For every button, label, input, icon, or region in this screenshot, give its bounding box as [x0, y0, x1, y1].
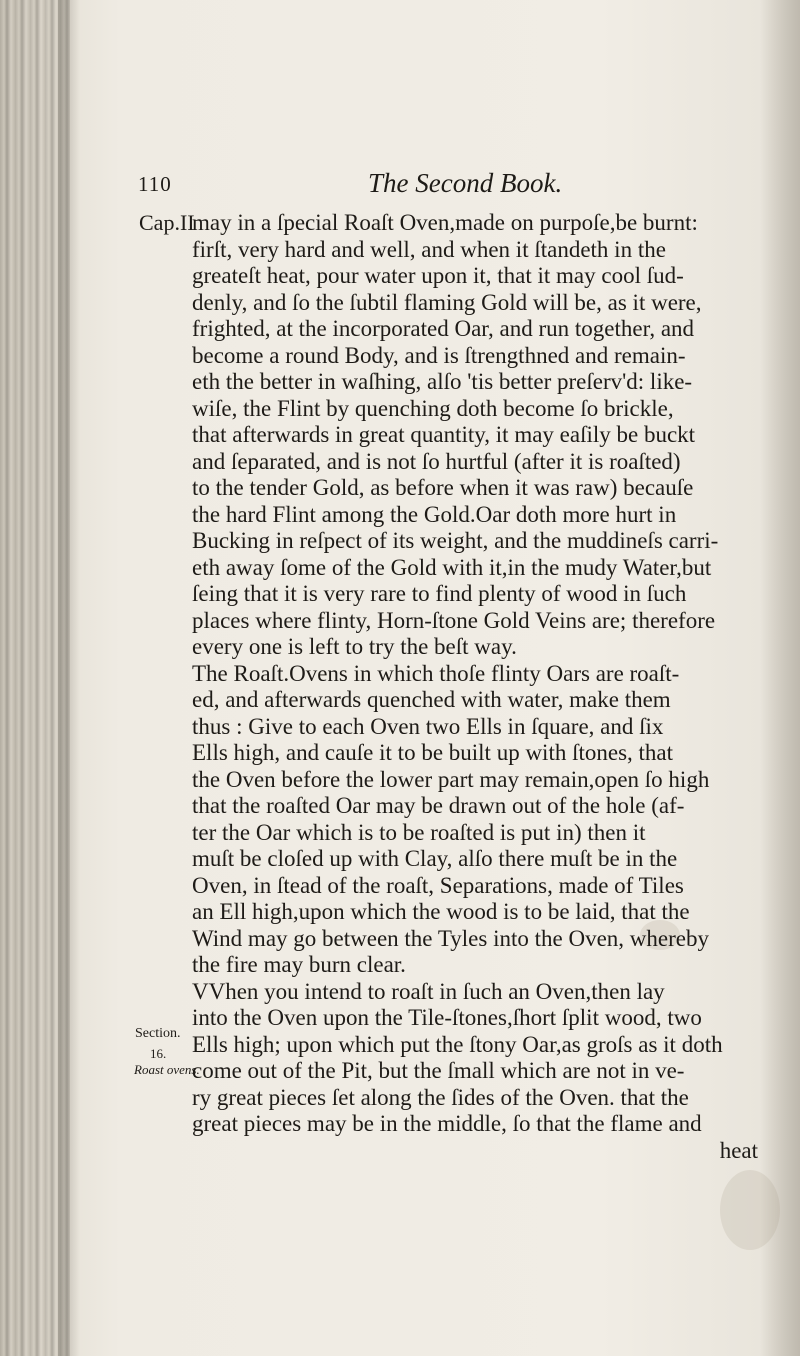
text-line: denly, and ſo the ſubtil flaming Gold will be, as it were,	[192, 289, 702, 315]
body-text	[192, 210, 770, 1164]
text-line: places where flinty, Horn-ſtone Gold Veins are; therefore	[192, 607, 716, 633]
text-line: The Roaſt.Ovens in which thoſe flinty Oars are roaſt-	[192, 660, 680, 686]
text-line: that afterwards in great quantity, it may eaſily be buckt	[192, 422, 696, 447]
text-line: muſt be cloſed up with Clay, alſo there muſt be in the	[192, 846, 678, 871]
catchword: heat	[719, 1137, 758, 1163]
text-line: eth away ſome of the Gold with it,in the mudy Water,but	[192, 554, 712, 580]
section-title: Roast ovens.	[134, 1062, 200, 1077]
section-label: Section.	[135, 1026, 181, 1041]
text-line: ry great pieces ſet along the ſides of the Oven. that the	[192, 1084, 689, 1110]
text-line: may in a ſpecial Roaſt Oven,made on purpoſe,be burnt:	[192, 210, 698, 235]
text-line: Wind may go between the Tyles into the Oven, whereby	[192, 925, 709, 951]
text-line: ter the Oar which is to be roaſted is put in) then it	[192, 819, 646, 845]
running-head: The Second Book.	[368, 168, 563, 198]
text-line: greateſt heat, pour water upon it, that it may cool ſud-	[192, 263, 684, 288]
text-line: frighted, at the incorporated Oar, and run together, and	[192, 316, 695, 341]
text-line: the Oven before the lower part may remain,open ſo high	[192, 766, 710, 792]
chapter-marker: Cap.II	[139, 210, 195, 235]
text-line: Bucking in reſpect of its weight, and the muddineſs carri-	[192, 528, 719, 553]
text-line: into the Oven upon the Tile-ſtones,ſhort ſplit wood, two	[192, 1005, 702, 1030]
text-line: thus : Give to each Oven two Ells in ſquare, and ſix	[192, 713, 664, 739]
text-line: the hard Flint among the Gold.Oar doth more hurt in	[192, 501, 677, 527]
text-line: and ſeparated, and is not ſo hurtful (after it is roaſted)	[192, 448, 681, 474]
text-line: ed, and afterwards quenched with water, make them	[192, 687, 671, 712]
text-line: every one is left to try the beſt way.	[192, 634, 517, 659]
text-line: firſt, very hard and well, and when it ſtandeth in the	[192, 236, 666, 262]
paper-stain	[720, 1170, 780, 1250]
page-number: 110	[138, 172, 172, 196]
text-line: ſeing that it is very rare to find plenty of wood in ſuch	[192, 581, 687, 606]
text-line: wiſe, the Flint by quenching doth become ſo brickle,	[192, 395, 674, 421]
text-line: the fire may burn clear.	[192, 952, 406, 977]
text-line: come out of the Pit, but the ſmall which are not in ve-	[192, 1058, 685, 1083]
section-number: 16.	[150, 1046, 167, 1061]
text-line: Oven, in ſtead of the roaſt, Separations, made of Tiles	[192, 872, 684, 898]
text-line: that the roaſted Oar may be drawn out of the hole (af-	[192, 793, 685, 818]
page-header	[0, 168, 800, 208]
text-line: Ells high; upon which put the ſtony Oar,as groſs as it doth	[192, 1031, 723, 1057]
text-line: to the tender Gold, as before when it was raw) becauſe	[192, 475, 694, 500]
text-line: eth the better in waſhing, alſo 'tis better preſerv'd: like-	[192, 369, 693, 394]
text-line: Ells high, and cauſe it to be built up with ſtones, that	[192, 740, 674, 765]
text-line: an Ell high,upon which the wood is to be laid, that the	[192, 899, 690, 924]
text-line: great pieces may be in the middle, ſo that the flame and	[192, 1111, 702, 1136]
text-line: become a round Body, and is ſtrengthned and remain-	[192, 342, 686, 368]
text-line: VVhen you intend to roaſt in ſuch an Oven,then lay	[192, 978, 665, 1004]
